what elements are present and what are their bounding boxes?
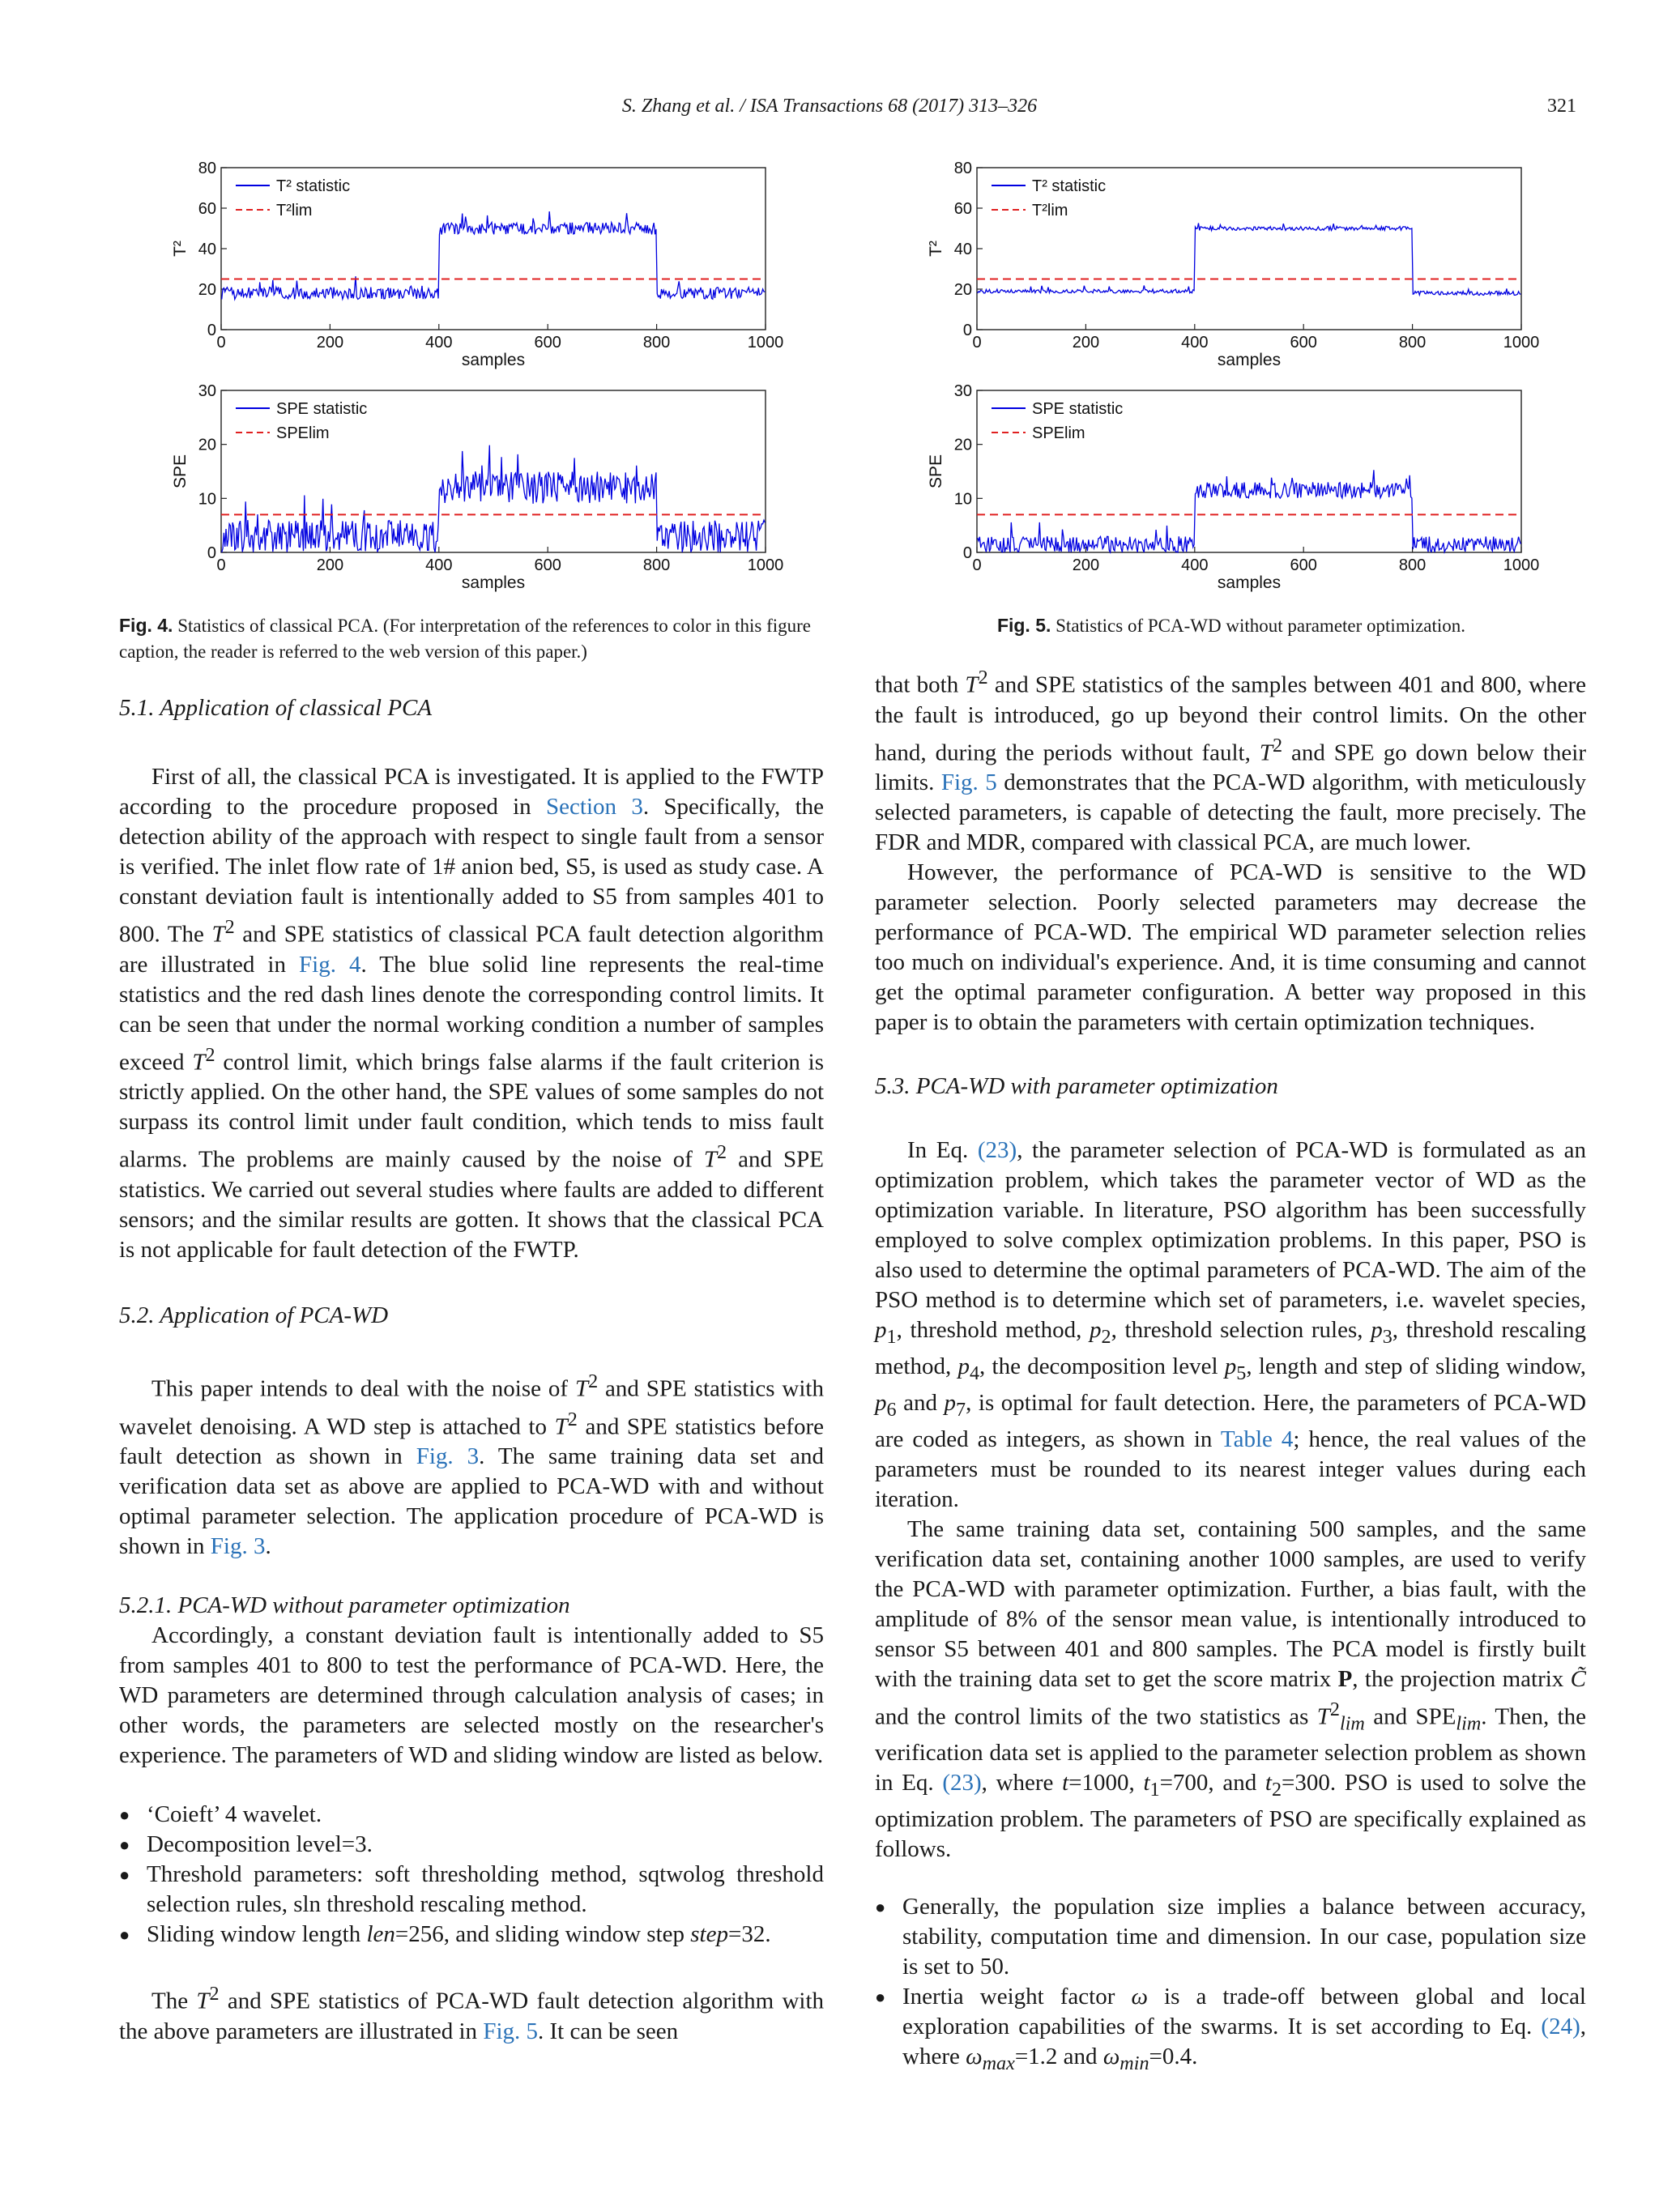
fig-3-link[interactable]: Fig. 3 [416,1443,480,1470]
x-tick-label: 400 [1181,334,1209,352]
running-head: S. Zhang et al. / ISA Transactions 68 (2017) 313–326 [621,96,1038,117]
figure-4 [158,158,790,595]
y-axis-label: T² [171,241,190,257]
x-tick-label: 0 [972,556,982,574]
eq-23-link[interactable]: (23) [977,1137,1017,1164]
y-tick-label: 30 [198,382,216,400]
x-tick-label: 800 [642,556,671,574]
x-tick-label: 200 [1072,334,1100,352]
paragraph: The $T^2$ and SPE statistics of PCA-WD fault detection algorithm with the above parameters are illustrated in Fig. 5. It can be seen [119,1983,824,2044]
fig4-top-chart [158,158,790,373]
running-header [0,96,1659,128]
fig5-caption-label: Fig. 5. [996,615,1051,636]
x-tick-label: 200 [316,556,344,574]
legend-label: SPElim [276,424,330,442]
figure-5 [914,158,1546,595]
x-tick-label: 1000 [747,556,784,574]
x-tick-label: 1000 [1503,334,1540,352]
x-tick-label: 200 [316,334,344,352]
fig-5-link[interactable]: Fig. 5 [483,2018,538,2044]
y-axis-label: T² [927,241,945,257]
y-tick-label: 0 [207,544,216,562]
legend-label: T² statistic [1032,177,1107,195]
x-tick-label: 800 [1398,334,1427,352]
wd-parameter-list [119,1800,824,1950]
y-tick-label: 20 [953,436,972,454]
fig5-top-chart [914,158,1546,373]
x-tick-label: 800 [642,334,671,352]
fig-4-link[interactable]: Fig. 4 [299,951,361,978]
page-number: 321 [1547,96,1576,117]
fig5-bottom-chart [914,381,1546,595]
fig4-bottom-chart [158,381,790,595]
list-item: ● Decomposition level=3. [119,1830,824,1860]
y-tick-label: 0 [962,322,972,339]
left-column [119,693,824,2047]
y-tick-label: 10 [198,490,216,509]
y-tick-label: 20 [953,281,972,299]
y-tick-label: 0 [962,544,972,562]
list-item: ● Generally, the population size implies a balance between accuracy, stability, computation time and dimension. In our case, population size is set to 50. [875,1892,1586,1982]
legend-label: SPElim [1032,424,1085,442]
y-tick-label: 10 [953,490,972,509]
y-axis-label: SPE [171,454,190,489]
paragraph: Accordingly, a constant deviation fault is intentionally added to S5 from samples 401 to 800 to test the performance of PCA-WD. Here, the WD parameters are determined through calculation analysis of cases; in other words, the parameters are selected mostly on the researcher's experience. The parameters of WD and sliding window are listed as below. [119,1622,824,1769]
y-tick-label: 0 [207,322,216,339]
x-tick-label: 400 [1181,556,1209,574]
table-4-link[interactable]: Table 4 [1220,1426,1294,1452]
x-tick-label: 200 [1072,556,1100,574]
x-tick-label: 400 [425,334,453,352]
x-tick-label: 600 [1290,556,1317,574]
y-axis-label: SPE [927,454,945,489]
fig5-caption [875,612,1588,639]
pso-parameter-list [875,1892,1586,2078]
section-heading-5-2: 5.2. Application of PCA-WD [119,1302,389,1328]
y-tick-label: 60 [953,200,972,218]
x-tick-label: 0 [972,334,982,352]
x-tick-label: 1000 [747,334,784,352]
paragraph: However, the performance of PCA-WD is sensitive to the WD parameter selection. Poorly selected parameters may decrease the performance of PCA-WD. The empirical WD parameter selection relies too much on individual's experience. And, it is time consuming and cannot get the optimal parameter configuration. A better way proposed in this paper is to obtain the parameters with certain optimization techniques. [875,859,1586,1036]
legend-label: T²lim [276,202,313,219]
x-tick-label: 1000 [1503,556,1540,574]
y-tick-label: 20 [198,281,216,299]
y-tick-label: 40 [953,241,972,258]
x-tick-label: 600 [1290,334,1317,352]
section-3-link[interactable]: Section 3 [546,794,643,820]
legend-label: SPE statistic [276,400,368,418]
paragraph: First of all, the classical PCA is investigated. It is applied to the FWTP according to the procedure proposed in Section 3. Specifically, the detection ability of the approach with respect to single fault from a sensor is verified. The inlet flow rate of 1# anion bed, S5, is used as study case. A constant deviation fault is intentionally added to S5 from samples 401 to 800. The $T^2$ and SPE statistics of classical PCA fault detection algorithm are illustrated in Fig. 4. The blue solid line represents the real-time statistics and the red dash lines denote the corresponding control limits. It can be seen that under the normal working condition a number of samples exceed $T^2$ control limit, which brings false alarms if the fault criterion is strictly applied. On the other hand, the SPE values of some samples do not surpass its control limit under fault condition, which tends to miss fault alarms. The problems are mainly caused by the noise of $T^2$ and SPE statistics. We carried out several studies where faults are added to different sensors; and the similar results are gotten. It shows that the classical PCA is not applicable for fault detection of the FWTP. [119,764,825,1263]
legend-label: SPE statistic [1032,400,1124,418]
fig4-caption-text: Statistics of classical PCA. (For interpretation of the references to color in this figure caption, the reader is referred to the web version of this paper.) [119,616,811,662]
x-tick-label: 400 [425,556,453,574]
y-tick-label: 60 [198,200,216,218]
paragraph: The same training data set, containing 500 samples, and the same verification data set, containing another 1000 samples, are used to verify the PCA-WD with parameter optimization. Further, a bias fault, with the amplitude of 8% of the sensor mean value, is intentionally introduced to sensor S5 between 401 and 800 samples. The PCA model is firstly built with the training data set to get the score matrix P, the projection matrix C̃ and the control limits of the two statistics as $T^2_{lim}$ and $SPE_{lim}$. Then, the verification data set is applied to the parameter selection problem as shown in Eq. (23), where t=1000, $t_1=700$, and $t_2=300$. PSO is used to solve the optimization problem. The parameters of PSO are specifically explained as follows. [875,1515,1587,1862]
list-item: ● Sliding window length len=256, and sliding window step step=32. [119,1920,824,1950]
list-item: ● Inertia weight factor ω is a trade-off between global and local exploration capabilities of the swarms. It is set according to Eq. (24), where $\omega_{max}=1.2$ and $\omega_{min}=0.4$. [875,1982,1586,2078]
x-tick-label: 800 [1398,556,1427,574]
list-item: ● ‘Coieft’ 4 wavelet. [119,1800,824,1830]
y-tick-label: 80 [953,160,972,177]
section-heading-5-1: 5.1. Application of classical PCA [119,695,433,721]
x-tick-label: 0 [216,334,226,352]
x-tick-label: 0 [216,556,226,574]
legend-label: T²lim [1032,202,1068,219]
fig4-caption [119,612,824,665]
y-tick-label: 30 [953,382,972,400]
eq-24-link[interactable]: (24) [1541,2013,1580,2039]
section-heading-5-2-1: 5.2.1. PCA-WD without parameter optimization [119,1592,570,1619]
fig-5-link[interactable]: Fig. 5 [940,769,997,796]
legend-label: T² statistic [276,177,351,195]
section-heading-5-3: 5.3. PCA-WD with parameter optimization [875,1073,1278,1100]
fig4-caption-label: Fig. 4. [119,615,173,636]
paragraph: This paper intends to deal with the noise of $T^2$ and SPE statistics with wavelet denoising. A WD step is attached to $T^2$ and SPE statistics before fault detection as shown in Fig. 3. The same training data set and verification data set as above are applied to PCA-WD with and without optimal parameter selection. The application procedure of PCA-WD is shown in Fig. 3. [119,1370,825,1560]
x-axis-label: samples [1217,351,1282,369]
x-axis-label: samples [461,351,526,369]
x-tick-label: 600 [534,334,561,352]
y-tick-label: 20 [198,436,216,454]
fig-3-link[interactable]: Fig. 3 [210,1533,266,1560]
right-column [875,663,1586,2078]
y-tick-label: 80 [198,160,216,177]
paragraph: In Eq. (23), the parameter selection of PCA-WD is formulated as an optimization problem, which takes the parameter vector of WD as the optimization variable. In literature, PSO algorithm has been successfully employed to solve complex optimization problems. In this paper, PSO is also used to determine the optimal parameters of PCA-WD. The aim of the PSO method is to determine which set of parameters, i.e. wavelet species, $p_1$, threshold method, $p_2$, threshold selection rules, $p_3$, threshold rescaling method, $p_4$, the decomposition level $p_5$, length and step of sliding window, $p_6$ and $p_7$, is optimal for fault detection. Here, the parameters of PCA-WD are coded as integers, as shown in Table 4; hence, the real values of the parameters must be rounded to its nearest integer values during each iteration. [875,1137,1587,1512]
fig5-caption-text: Statistics of PCA-WD without parameter optimization. [1056,616,1466,636]
eq-23-link[interactable]: (23) [942,1770,982,1796]
paragraph: that both $T^2$ and SPE statistics of the samples between 401 and 800, where the fault is introduced, go up beyond their control limits. On the other hand, during the periods without fault, $T^2$ and SPE go down below their limits. Fig. 5 demonstrates that the PCA-WD algorithm, with meticulously selected parameters, is capable of detecting the fault, more precisely. The FDR and MDR, compared with classical PCA, are much lower. [875,667,1586,856]
x-axis-label: samples [1217,573,1282,592]
x-axis-label: samples [461,573,526,592]
x-tick-label: 600 [534,556,561,574]
list-item: ● Threshold parameters: soft thresholding method, sqtwolog threshold selection rules, sln threshold rescaling method. [119,1860,824,1920]
y-tick-label: 40 [198,241,216,258]
